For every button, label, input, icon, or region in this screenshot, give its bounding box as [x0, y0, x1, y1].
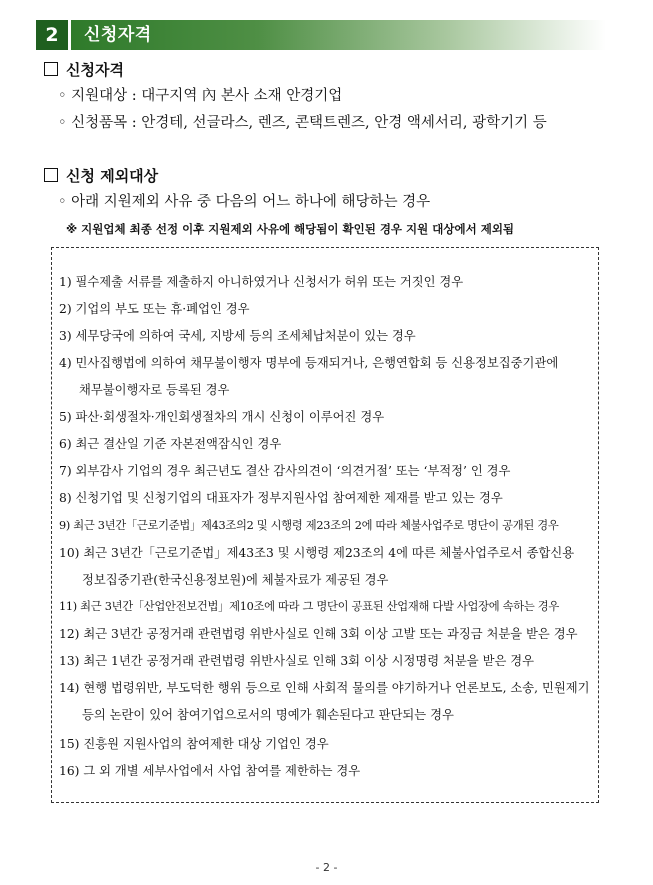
- section-number: 2: [36, 20, 68, 50]
- checkbox-square-icon: [44, 62, 58, 76]
- list-item: 13) 최근 1년간 공정거래 관련법령 위반사실로 인해 3회 이상 시정명령 처분을 받은 경우: [59, 654, 534, 668]
- list-item-continued: 등의 논란이 있어 참여기업으로서의 명예가 훼손된다고 판단되는 경우: [82, 708, 454, 722]
- list-item: 9) 최근 3년간「근로기준법」제43조의2 및 시행령 제23조의 2에 따라 체불사업주로 명단이 공개된 경우: [59, 519, 559, 532]
- exclusions-intro: ◦ 아래 지원제외 사유 중 다음의 어느 하나에 해당하는 경우: [58, 194, 431, 210]
- list-item: 4) 민사집행법에 의하여 채무불이행자 명부에 등재되거나, 은행연합회 등 신용정보집중기관에: [59, 356, 559, 370]
- list-item: 12) 최근 3년간 공정거래 관련법령 위반사실로 인해 3회 이상 고발 또는 과징금 처분을 받은 경우: [59, 627, 578, 641]
- subsection-eligibility-title: 신청자격: [66, 61, 124, 79]
- eligibility-products: ◦ 신청품목 : 안경테, 선글라스, 렌즈, 콘택트렌즈, 안경 액세서리, 광학기기 등: [58, 115, 547, 131]
- section-header: [36, 20, 606, 50]
- subsection-eligibility: [44, 60, 124, 80]
- list-item: 3) 세무당국에 의하여 국세, 지방세 등의 조세체납처분이 있는 경우: [59, 329, 416, 343]
- list-item: 8) 신청기업 및 신청기업의 대표자가 정부지원사업 참여제한 제재를 받고 있는 경우: [59, 491, 503, 505]
- list-item: 2) 기업의 부도 또는 휴·폐업인 경우: [59, 302, 250, 316]
- page-number: - 2 -: [315, 861, 338, 874]
- list-item-continued: 채무불이행자로 등록된 경우: [79, 383, 230, 397]
- list-item: 11) 최근 3년간「산업안전보건법」제10조에 따라 그 명단이 공표된 산업재해 다발 사업장에 속하는 경우: [59, 600, 560, 613]
- checkbox-square-icon: [44, 168, 58, 182]
- eligibility-target: ◦ 지원대상 : 대구지역 內 본사 소재 안경기업: [58, 88, 343, 104]
- list-item: 10) 최근 3년간「근로기준법」제43조3 및 시행령 제23조의 4에 따른 체불사업주로서 종합신용: [59, 546, 575, 560]
- exclusions-note: ※ 지원업체 최종 선정 이후 지원제외 사유에 해당됨이 확인된 경우 지원 대상에서 제외됨: [66, 222, 515, 236]
- list-item: 6) 최근 결산일 기준 자본전액잠식인 경우: [59, 437, 282, 451]
- list-item: 1) 필수제출 서류를 제출하지 아니하였거나 신청서가 허위 또는 거짓인 경우: [59, 275, 464, 289]
- list-item: 16) 그 외 개별 세부사업에서 사업 참여를 제한하는 경우: [59, 764, 361, 778]
- list-item-continued: 정보집중기관(한국신용정보원)에 체불자료가 제공된 경우: [82, 573, 389, 587]
- list-item: 5) 파산·회생절차·개인회생절차의 개시 신청이 이루어진 경우: [59, 410, 385, 424]
- list-item: 14) 현행 법령위반, 부도덕한 행위 등으로 인해 사회적 물의를 야기하거나 언론보도, 소송, 민원제기: [59, 681, 590, 695]
- section-title: 신청자격: [84, 25, 152, 45]
- list-item: 15) 진흥원 지원사업의 참여제한 대상 기업인 경우: [59, 737, 329, 751]
- subsection-exclusions-title: 신청 제외대상: [66, 167, 159, 185]
- subsection-exclusions: [44, 166, 158, 186]
- list-item: 7) 외부감사 기업의 경우 최근년도 결산 감사의견이 ‘의견거절’ 또는 ‘부적정’ 인 경우: [59, 464, 511, 478]
